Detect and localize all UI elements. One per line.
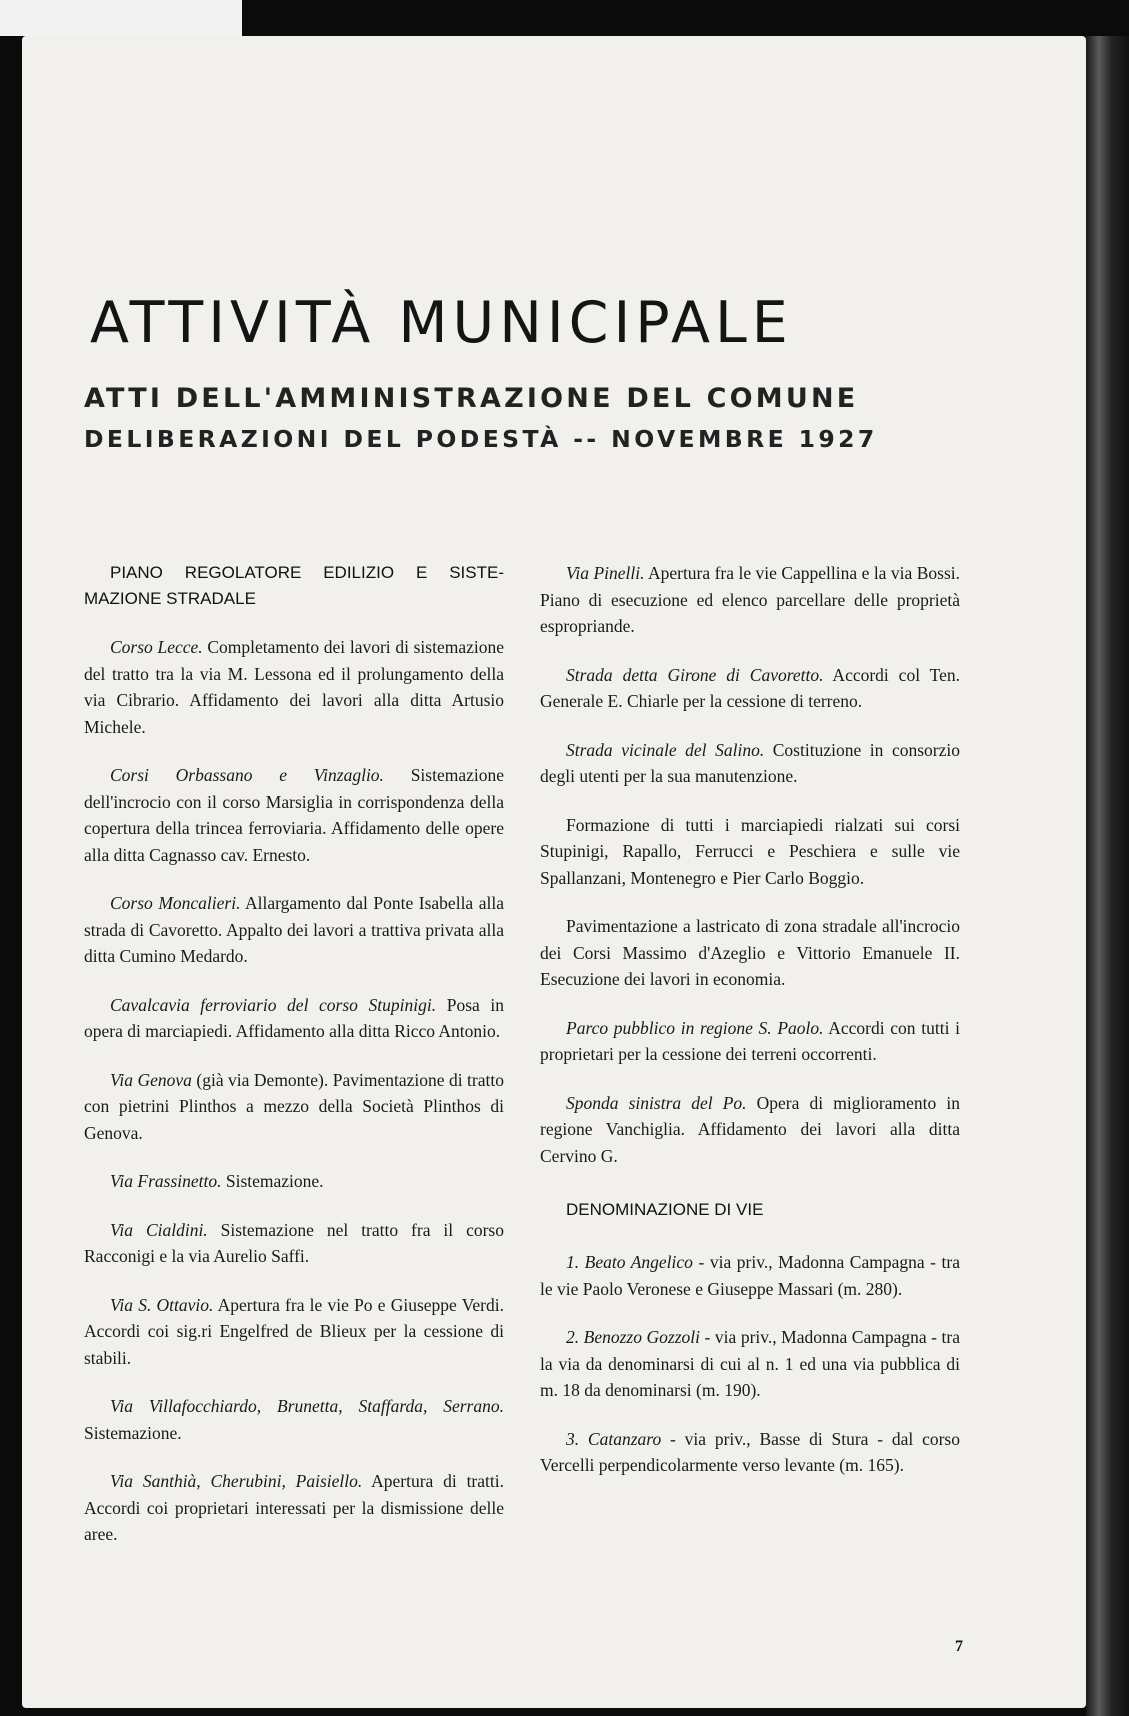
left-column <box>84 560 504 1570</box>
scan-edge <box>0 0 242 36</box>
entry-name: Strada detta Girone di Cavoretto. <box>566 664 824 685</box>
entry-name: Via Frassinetto. <box>110 1171 222 1191</box>
via-name: 2. Benozzo Gozzoli <box>566 1327 701 1347</box>
entry-text: Apertura fra le vie Po e Giuseppe Verdi. Accordi coi sig.ri Engelfred de Blieux per la cessione di stabili. <box>84 1294 504 1368</box>
entry-text: Costituzione in consorzio degli utenti per la sua manutenzione. <box>540 739 960 786</box>
via-text: - via priv., Madonna Campagna - tra la via da denominarsi di cui al n. 1 ed una via pubblica di m. 18 da denominarsi (m. 190). <box>540 1327 960 1400</box>
via-beato-angelico <box>540 1249 960 1302</box>
entry-strada-salino <box>540 737 960 790</box>
entry-name: Corso Lecce. <box>110 637 203 657</box>
entry-pavimentazione <box>540 913 960 993</box>
entry-name: Cavalcavia ferroviario del corso Stupinigi. <box>110 994 437 1015</box>
via-name: 3. Catanzaro <box>566 1428 662 1449</box>
via-benozzo-gozzoli <box>540 1324 960 1404</box>
entry-name: Parco pubblico in regione S. Paolo. <box>566 1017 824 1038</box>
section-heading-piano-regolatore: PIANO REGOLATORE EDILIZIO E SISTEMAZIONE STRADALE <box>84 563 504 608</box>
scan-right-strip <box>1086 36 1129 1716</box>
entry-marciapiedi <box>540 812 960 892</box>
subtitle-deliberazioni: DELIBERAZIONI DEL PODESTÀ -- NOVEMBRE 1927 <box>84 425 878 453</box>
entry-name: Via Villafocchiardo, Brunetta, Staffarda, Serrano. <box>110 1396 504 1416</box>
entry-text: Apertura fra le vie Cappellina e la via Bossi. Piano di esecuzione ed elenco parcellare delle proprietà espropriande. <box>540 563 960 636</box>
entry-text: Sistemazione. <box>84 1422 182 1443</box>
entry-name: Via Pinelli. <box>566 563 645 583</box>
entry-text: Completamento dei lavori di sistemazione del tratto tra la via M. Lessona ed il prolungamento della via Cibrario. Affidamento dei lavori alla ditta Artusio Michele. <box>84 637 504 737</box>
entry-name: Via Cialdini. <box>110 1219 208 1240</box>
entry-text: Posa in opera di marciapiedi. Affidamento alla ditta Ricco Antonio. <box>84 994 504 1041</box>
entry-text: Apertura di tratti. Accordi coi proprietari interessati per la dismissione delle aree. <box>84 1471 504 1544</box>
via-text: - via priv., Madonna Campagna - tra le vie Paolo Veronese e Giuseppe Massari (m. 280). <box>540 1252 961 1299</box>
entry-via-s-ottavio <box>84 1292 504 1372</box>
entry-text: Sistemazione. <box>221 1171 324 1191</box>
entry-text: Pavimentazione a lastricato di zona stradale all'incrocio dei Corsi Massimo d'Azeglio e Vittorio Emanuele II. Esecuzione dei lavori in economia. <box>540 916 960 989</box>
entry-name: Via S. Ottavio. <box>110 1294 214 1315</box>
entry-via-frassinetto <box>84 1168 504 1195</box>
page-number: 7 <box>955 1638 963 1655</box>
entry-via-pinelli <box>540 560 960 640</box>
entry-via-santhia <box>84 1468 504 1548</box>
entry-via-villafocchiardo <box>84 1393 504 1446</box>
via-text: - via priv., Basse di Stura - dal corso Vercelli perpendicolarmente verso levante (m. 165). <box>540 1428 960 1475</box>
entry-name: Strada vicinale del Salino. <box>566 739 765 760</box>
entry-cavalcavia <box>84 992 504 1045</box>
entry-name: Via Genova <box>110 1069 192 1090</box>
via-catanzaro <box>540 1426 960 1479</box>
entry-via-genova <box>84 1067 504 1147</box>
entry-text: Accordi col Ten. Generale E. Chiarle per la cessione di terreno. <box>540 664 960 711</box>
entry-sponda-po <box>540 1090 960 1170</box>
entry-corsi-orbassano <box>84 762 504 868</box>
entry-corso-moncalieri <box>84 890 504 970</box>
entry-text: Formazione di tutti i marciapiedi rialzati sui corsi Stupinigi, Rapallo, Ferrucci e Peschiera e sulle vie Spallanzani, Montenegro e Pier Carlo Boggio. <box>540 814 960 888</box>
entry-parco-s-paolo <box>540 1015 960 1068</box>
entry-text: Accordi con tutti i proprietari per la cessione dei terreni occorrenti. <box>540 1017 960 1064</box>
entry-name: Sponda sinistra del Po. <box>566 1092 747 1113</box>
subtitle-atti: ATTI DELL'AMMINISTRAZIONE DEL COMUNE <box>84 383 859 414</box>
entry-text: Allargamento dal Ponte Isabella alla strada di Cavoretto. Appalto dei lavori a trattiva privata alla ditta Cumino Medardo. <box>84 893 504 966</box>
entry-name: Corso Moncalieri. <box>110 893 241 913</box>
entry-text: (già via Demonte). Pavimentazione di tratto con pietrini Plinthos a mezzo della Società Plinthos di Genova. <box>84 1069 504 1143</box>
entry-corso-lecce <box>84 634 504 740</box>
entry-name: Via Santhià, Cherubini, Paisiello. <box>110 1471 363 1491</box>
entry-strada-girone <box>540 662 960 715</box>
page-title: ATTIVITÀ MUNICIPALE <box>90 290 793 356</box>
entry-text: Sistemazione dell'incrocio con il corso Marsiglia in corrispondenza della copertura della trincea ferroviaria. Affidamento delle opere alla ditta Cagnasso cav. Ernesto. <box>84 765 505 865</box>
via-name: 1. Beato Angelico <box>566 1252 693 1272</box>
entry-name: Corsi Orbassano e Vinzaglio. <box>110 765 384 785</box>
entry-text: Opera di miglioramento in regione Vanchiglia. Affidamento dei lavori alla ditta Cervino G. <box>540 1092 960 1166</box>
entry-text: Sistemazione nel tratto fra il corso Racconigi e la via Aurelio Saffi. <box>84 1219 504 1266</box>
section-heading-denominazione: DENOMINAZIONE DI VIE <box>566 1200 764 1219</box>
entry-via-cialdini <box>84 1217 504 1270</box>
right-column <box>540 560 960 1501</box>
